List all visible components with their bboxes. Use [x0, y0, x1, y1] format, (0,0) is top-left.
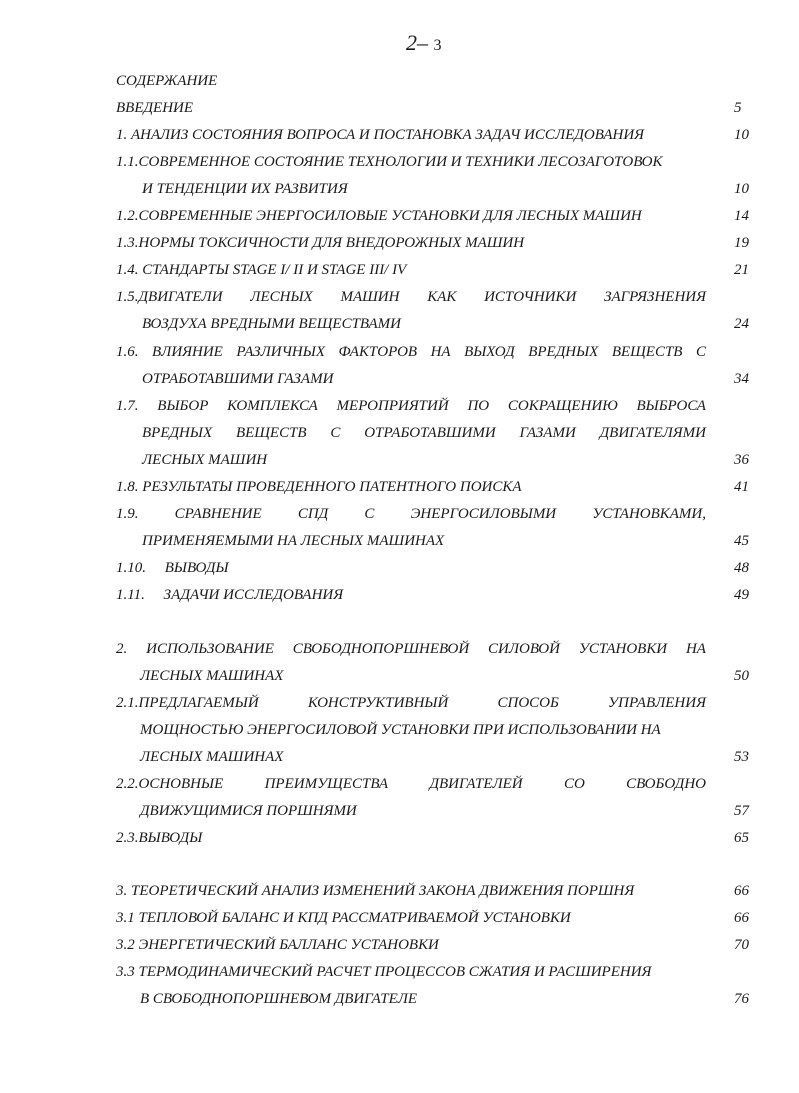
handwritten-page-number: 2– 3	[406, 30, 442, 55]
word: ИСТОЧНИКИ	[484, 289, 577, 305]
toc-entry-text: 1.4. СТАНДАРТЫ STAGE I/ II И STAGE III/ IV	[116, 262, 407, 278]
toc-entry-text-cont: И ТЕНДЕНЦИИ ИХ РАЗВИТИЯ	[142, 181, 348, 197]
word: КОМПЛЕКСА	[227, 398, 318, 414]
toc-entry-text-justified	[142, 424, 706, 442]
toc-entry-page: 66	[734, 910, 749, 926]
toc-intro-page: 5	[734, 100, 742, 116]
toc-entry-page: 53	[734, 749, 749, 765]
word: 1.9.	[116, 506, 139, 522]
toc-entry-page: 57	[734, 803, 749, 819]
toc-entry-text: 3.3 ТЕРМОДИНАМИЧЕСКИЙ РАСЧЕТ ПРОЦЕССОВ СЖАТИЯ И РАСШИРЕНИЯ	[116, 964, 652, 980]
toc-entry-page: 24	[734, 316, 749, 332]
word: С	[330, 425, 341, 441]
toc-entry-text-justified	[116, 288, 706, 306]
toc-entry-text: 1.8. РЕЗУЛЬТАТЫ ПРОВЕДЕННОГО ПАТЕНТНОГО ПОИСКА	[116, 479, 522, 495]
toc-entry-text: 3. ТЕОРЕТИЧЕСКИЙ АНАЛИЗ ИЗМЕНЕНИЙ ЗАКОНА ДВИЖЕНИЯ ПОРШНЯ	[116, 883, 635, 899]
toc-entry-page: 50	[734, 668, 749, 684]
word: РАЗЛИЧНЫХ	[236, 344, 325, 360]
word: МАШИН	[340, 289, 400, 305]
word: 1.7.	[116, 398, 139, 414]
word: СПОСОБ	[497, 695, 559, 711]
toc-entry-text: 1. АНАЛИЗ СОСТОЯНИЯ ВОПРОСА И ПОСТАНОВКА ЗАДАЧ ИССЛЕДОВАНИЯ	[116, 127, 645, 143]
toc-entry-text: 1.3.НОРМЫ ТОКСИЧНОСТИ ДЛЯ ВНЕДОРОЖНЫХ МАШИН	[116, 235, 525, 251]
word: ВЕЩЕСТВ	[235, 425, 307, 441]
toc-entry-text: 1.10. ВЫВОДЫ	[116, 560, 229, 576]
word: 1.5.ДВИГАТЕЛИ	[116, 289, 223, 305]
toc-entry-text: 1.2.СОВРЕМЕННЫЕ ЭНЕРГОСИЛОВЫЕ УСТАНОВКИ ДЛЯ ЛЕСНЫХ МАШИН	[116, 208, 642, 224]
toc-entry-page: 36	[734, 452, 749, 468]
toc-entry-page: 70	[734, 937, 749, 953]
toc-entry-page: 10	[734, 181, 749, 197]
word: ВЫБРОСА	[636, 398, 706, 414]
word: КОНСТРУКТИВНЫЙ	[307, 695, 449, 711]
toc-entry-text: 1.1.СОВРЕМЕННОЕ СОСТОЯНИЕ ТЕХНОЛОГИИ И ТЕХНИКИ ЛЕСОЗАГОТОВОК	[116, 154, 663, 170]
word: НА	[685, 641, 706, 657]
toc-entry-page: 19	[734, 235, 749, 251]
word: УПРАВЛЕНИЯ	[608, 695, 706, 711]
word: ВРЕДНЫХ	[142, 425, 213, 441]
word: МЕРОПРИЯТИЙ	[336, 398, 449, 414]
word: ГАЗАМИ	[519, 425, 576, 441]
toc-entry-page: 76	[734, 991, 749, 1007]
toc-entry-text-justified	[116, 505, 706, 523]
toc-entry-text-cont: ЛЕСНЫХ МАШИН	[142, 452, 268, 468]
word: С	[695, 344, 706, 360]
toc-entry-page: 34	[734, 371, 749, 387]
word: ПРЕИМУЩЕСТВА	[264, 776, 389, 792]
word: НА	[430, 344, 451, 360]
toc-entry-page: 45	[734, 533, 749, 549]
toc-entry-page: 14	[734, 208, 749, 224]
toc-entry-page: 49	[734, 587, 749, 603]
word: СИЛОВОЙ	[488, 641, 560, 657]
word: КАК	[427, 289, 457, 305]
toc-entry-text-cont: ВОЗДУХА ВРЕДНЫМИ ВЕЩЕСТВАМИ	[142, 316, 402, 332]
word: СВОБОДНОПОРШНЕВОЙ	[292, 641, 470, 657]
word: СОКРАЩЕНИЮ	[507, 398, 618, 414]
word: СО	[563, 776, 585, 792]
toc-title: СОДЕРЖАНИЕ	[116, 73, 218, 89]
word: УСТАНОВКИ	[578, 641, 668, 657]
toc-entry-text-justified	[116, 397, 706, 415]
toc-entry-text-cont: ЛЕСНЫХ МАШИНАХ	[140, 749, 284, 765]
toc-entry-page: 48	[734, 560, 749, 576]
toc-entry-page: 10	[734, 127, 749, 143]
toc-entry-page: 66	[734, 883, 749, 899]
word: 1.6.	[116, 344, 139, 360]
toc-entry-page: 65	[734, 830, 749, 846]
word: ФАКТОРОВ	[338, 344, 418, 360]
word: ВРЕДНЫХ	[528, 344, 599, 360]
toc-entry-text-cont: ДВИЖУЩИМИСЯ ПОРШНЯМИ	[140, 803, 357, 819]
word: ИСПОЛЬЗОВАНИЕ	[146, 641, 274, 657]
word: 2.1.ПРЕДЛАГАЕМЫЙ	[116, 695, 259, 711]
word: СПД	[297, 506, 329, 522]
toc-intro-text: ВВЕДЕНИЕ	[116, 100, 194, 116]
word: ВЛИЯНИЕ	[152, 344, 223, 360]
word: 2.2.ОСНОВНЫЕ	[116, 776, 224, 792]
word: ДВИГАТЕЛЯМИ	[599, 425, 706, 441]
toc-entry-text-justified	[116, 694, 706, 712]
toc-entry-text-justified	[116, 640, 706, 658]
word: ОТРАБОТАВШИМИ	[364, 425, 496, 441]
word: 2.	[116, 641, 128, 657]
word: ВЕЩЕСТВ	[611, 344, 683, 360]
word: ВЫХОД	[464, 344, 515, 360]
toc-entry-text: 2.3.ВЫВОДЫ	[116, 830, 203, 846]
toc-entry-text-justified	[116, 775, 706, 793]
word: СРАВНЕНИЕ	[174, 506, 262, 522]
word: С	[364, 506, 375, 522]
word: СВОБОДНО	[626, 776, 706, 792]
toc-entry-text: 3.2 ЭНЕРГЕТИЧЕСКИЙ БАЛЛАНС УСТАНОВКИ	[116, 937, 439, 953]
toc-entry-text-cont: ПРИМЕНЯЕМЫМИ НА ЛЕСНЫХ МАШИНАХ	[142, 533, 445, 549]
toc-entry-text: 3.1 ТЕПЛОВОЙ БАЛАНС И КПД РАССМАТРИВАЕМОЙ УСТАНОВКИ	[116, 910, 571, 926]
word: ЗАГРЯЗНЕНИЯ	[604, 289, 706, 305]
toc-entry-text-cont: МОЩНОСТЬЮ ЭНЕРГОСИЛОВОЙ УСТАНОВКИ ПРИ ИСПОЛЬЗОВАНИИ НА	[140, 722, 661, 738]
toc-entry-text-justified	[116, 343, 706, 361]
word: ЭНЕРГОСИЛОВЫМИ	[410, 506, 557, 522]
toc-entry-page: 41	[734, 479, 749, 495]
toc-entry-text-cont: ОТРАБОТАВШИМИ ГАЗАМИ	[142, 371, 334, 387]
word: ЛЕСНЫХ	[250, 289, 313, 305]
word: ПО	[467, 398, 490, 414]
word: ДВИГАТЕЛЕЙ	[429, 776, 523, 792]
toc-entry-page: 21	[734, 262, 749, 278]
toc-entry-text-cont: В СВОБОДНОПОРШНЕВОМ ДВИГАТЕЛЕ	[140, 991, 418, 1007]
word: ВЫБОР	[157, 398, 209, 414]
word: УСТАНОВКАМИ,	[592, 506, 706, 522]
toc-entry-text: 1.11. ЗАДАЧИ ИССЛЕДОВАНИЯ	[116, 587, 344, 603]
toc-entry-text-cont: ЛЕСНЫХ МАШИНАХ	[140, 668, 284, 684]
